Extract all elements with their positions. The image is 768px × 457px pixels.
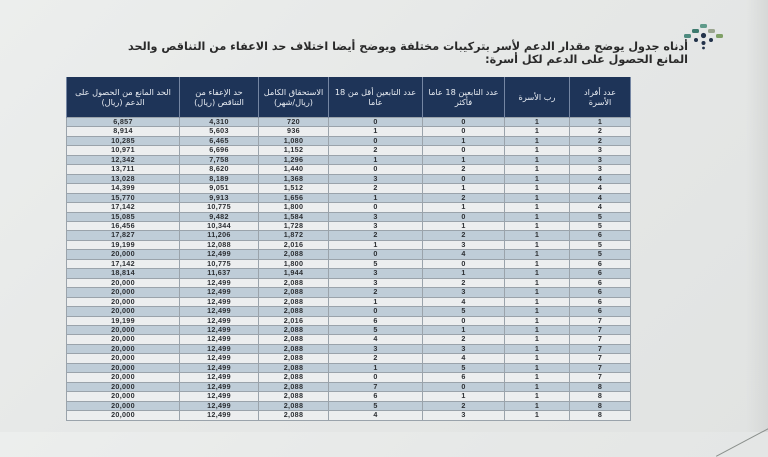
cell-family-members: 6 <box>570 231 631 240</box>
cell-family-members: 5 <box>570 240 631 249</box>
cell-full-entitlement: 2,088 <box>259 278 329 287</box>
cell-family-members: 8 <box>570 411 631 420</box>
cell-head-of-family: 1 <box>505 193 570 202</box>
cell-full-entitlement: 1,080 <box>259 136 329 145</box>
cell-family-members: 2 <box>570 136 631 145</box>
cell-dependents-18-plus: 2 <box>423 165 505 174</box>
cell-head-of-family: 1 <box>505 316 570 325</box>
cell-family-members: 6 <box>570 307 631 316</box>
cell-full-entitlement: 1,152 <box>259 146 329 155</box>
cell-max-income-limit: 20,000 <box>67 401 180 410</box>
cell-max-income-limit: 20,000 <box>67 250 180 259</box>
cell-dependents-under-18: 0 <box>329 203 423 212</box>
cell-dependents-under-18: 3 <box>329 212 423 221</box>
cell-dependents-18-plus: 0 <box>423 259 505 268</box>
table-row <box>67 221 631 230</box>
cell-dependents-under-18: 0 <box>329 250 423 259</box>
cell-family-members: 3 <box>570 165 631 174</box>
cell-full-entitlement: 2,088 <box>259 382 329 391</box>
cell-exemption-limit: 12,499 <box>180 307 259 316</box>
cell-full-entitlement: 1,584 <box>259 212 329 221</box>
table-row <box>67 250 631 259</box>
cell-max-income-limit: 19,199 <box>67 240 180 249</box>
cell-family-members: 3 <box>570 155 631 164</box>
cell-full-entitlement: 1,800 <box>259 259 329 268</box>
cell-dependents-18-plus: 1 <box>423 203 505 212</box>
cell-dependents-under-18: 0 <box>329 136 423 145</box>
cell-head-of-family: 1 <box>505 325 570 334</box>
cell-head-of-family: 1 <box>505 231 570 240</box>
cell-max-income-limit: 14,399 <box>67 184 180 193</box>
cell-dependents-18-plus: 0 <box>423 212 505 221</box>
cell-head-of-family: 1 <box>505 278 570 287</box>
cell-max-income-limit: 19,199 <box>67 316 180 325</box>
cell-exemption-limit: 9,051 <box>180 184 259 193</box>
cell-full-entitlement: 2,088 <box>259 363 329 372</box>
support-amounts-table <box>66 77 631 421</box>
cell-exemption-limit: 12,499 <box>180 354 259 363</box>
cell-full-entitlement: 1,800 <box>259 203 329 212</box>
cell-head-of-family: 1 <box>505 146 570 155</box>
cell-exemption-limit: 12,499 <box>180 401 259 410</box>
cell-dependents-under-18: 4 <box>329 335 423 344</box>
cell-dependents-under-18: 3 <box>329 221 423 230</box>
table-row <box>67 203 631 212</box>
cell-head-of-family: 1 <box>505 184 570 193</box>
cell-full-entitlement: 2,088 <box>259 392 329 401</box>
cell-head-of-family: 1 <box>505 307 570 316</box>
cell-full-entitlement: 1,656 <box>259 193 329 202</box>
cell-family-members: 7 <box>570 344 631 353</box>
cell-dependents-18-plus: 2 <box>423 335 505 344</box>
cell-max-income-limit: 20,000 <box>67 392 180 401</box>
cell-dependents-18-plus: 0 <box>423 146 505 155</box>
cell-max-income-limit: 18,814 <box>67 269 180 278</box>
cell-full-entitlement: 720 <box>259 118 329 127</box>
diamond-dots-logo-icon <box>684 24 723 49</box>
table-row <box>67 297 631 306</box>
cell-full-entitlement: 1,512 <box>259 184 329 193</box>
cell-family-members: 4 <box>570 203 631 212</box>
cell-family-members: 4 <box>570 184 631 193</box>
header-exemption-limit: حد الإعفاء من التناقص (ريال) <box>180 77 259 118</box>
table-row <box>67 382 631 391</box>
cell-max-income-limit: 20,000 <box>67 335 180 344</box>
cell-exemption-limit: 6,465 <box>180 136 259 145</box>
cell-exemption-limit: 12,499 <box>180 316 259 325</box>
table-row <box>67 184 631 193</box>
cell-exemption-limit: 4,310 <box>180 118 259 127</box>
cell-head-of-family: 1 <box>505 203 570 212</box>
cell-head-of-family: 1 <box>505 136 570 145</box>
cell-head-of-family: 1 <box>505 155 570 164</box>
cell-head-of-family: 1 <box>505 165 570 174</box>
cell-full-entitlement: 1,944 <box>259 269 329 278</box>
cell-dependents-under-18: 3 <box>329 344 423 353</box>
table-row <box>67 316 631 325</box>
cell-family-members: 8 <box>570 392 631 401</box>
cell-head-of-family: 1 <box>505 288 570 297</box>
cell-head-of-family: 1 <box>505 335 570 344</box>
cell-family-members: 7 <box>570 316 631 325</box>
cell-max-income-limit: 17,142 <box>67 259 180 268</box>
cell-dependents-under-18: 0 <box>329 118 423 127</box>
cell-exemption-limit: 12,499 <box>180 250 259 259</box>
cell-dependents-under-18: 5 <box>329 401 423 410</box>
cell-dependents-18-plus: 1 <box>423 184 505 193</box>
cell-dependents-18-plus: 0 <box>423 118 505 127</box>
cell-head-of-family: 1 <box>505 411 570 420</box>
cell-max-income-limit: 20,000 <box>67 288 180 297</box>
cell-max-income-limit: 20,000 <box>67 382 180 391</box>
cell-head-of-family: 1 <box>505 344 570 353</box>
page-edge-shade <box>746 0 768 432</box>
table-row <box>67 354 631 363</box>
cell-head-of-family: 1 <box>505 363 570 372</box>
cell-family-members: 1 <box>570 118 631 127</box>
cell-family-members: 6 <box>570 288 631 297</box>
table-row <box>67 165 631 174</box>
cell-family-members: 6 <box>570 259 631 268</box>
table-row <box>67 136 631 145</box>
cell-dependents-under-18: 3 <box>329 269 423 278</box>
header-dependents-under-18: عدد التابعين أقل من 18 عاما <box>329 77 423 118</box>
cell-max-income-limit: 13,711 <box>67 165 180 174</box>
cell-full-entitlement: 936 <box>259 127 329 136</box>
cell-family-members: 5 <box>570 212 631 221</box>
table-row <box>67 155 631 164</box>
cell-family-members: 7 <box>570 373 631 382</box>
cell-dependents-18-plus: 0 <box>423 316 505 325</box>
cell-dependents-under-18: 6 <box>329 392 423 401</box>
cell-dependents-18-plus: 0 <box>423 174 505 183</box>
table-row <box>67 231 631 240</box>
table-header-row <box>67 77 631 118</box>
cell-exemption-limit: 8,189 <box>180 174 259 183</box>
cell-max-income-limit: 20,000 <box>67 307 180 316</box>
title-line-2: المانع الحصول على الدعم لكل أسرة: <box>485 53 688 66</box>
cell-family-members: 7 <box>570 335 631 344</box>
table-row <box>67 335 631 344</box>
cell-max-income-limit: 6,857 <box>67 118 180 127</box>
cell-family-members: 7 <box>570 325 631 334</box>
table-row <box>67 174 631 183</box>
cell-dependents-18-plus: 3 <box>423 240 505 249</box>
table-row <box>67 118 631 127</box>
cell-full-entitlement: 2,088 <box>259 344 329 353</box>
cell-dependents-18-plus: 4 <box>423 297 505 306</box>
cell-max-income-limit: 20,000 <box>67 297 180 306</box>
cell-exemption-limit: 12,499 <box>180 288 259 297</box>
cell-full-entitlement: 2,016 <box>259 240 329 249</box>
title-line-1: أدناه جدول يوضح مقدار الدعم لأسر بتركيبات مختلفة ويوضح أيضا اختلاف حد الاعفاء من التناقص والحد <box>128 40 688 53</box>
cell-max-income-limit: 20,000 <box>67 354 180 363</box>
cell-head-of-family: 1 <box>505 401 570 410</box>
cell-family-members: 6 <box>570 278 631 287</box>
table-row <box>67 344 631 353</box>
cell-head-of-family: 1 <box>505 212 570 221</box>
cell-dependents-18-plus: 4 <box>423 250 505 259</box>
table-row <box>67 373 631 382</box>
cell-family-members: 8 <box>570 382 631 391</box>
cell-max-income-limit: 20,000 <box>67 411 180 420</box>
cell-family-members: 4 <box>570 193 631 202</box>
cell-full-entitlement: 2,088 <box>259 307 329 316</box>
cell-exemption-limit: 7,758 <box>180 155 259 164</box>
table-row <box>67 363 631 372</box>
cell-head-of-family: 1 <box>505 382 570 391</box>
cell-head-of-family: 1 <box>505 392 570 401</box>
cell-dependents-18-plus: 2 <box>423 401 505 410</box>
cell-dependents-under-18: 1 <box>329 127 423 136</box>
cell-exemption-limit: 10,344 <box>180 221 259 230</box>
cell-exemption-limit: 12,499 <box>180 373 259 382</box>
cell-full-entitlement: 2,088 <box>259 354 329 363</box>
table-row <box>67 259 631 268</box>
cell-full-entitlement: 2,088 <box>259 288 329 297</box>
cell-family-members: 7 <box>570 354 631 363</box>
cell-full-entitlement: 1,368 <box>259 174 329 183</box>
cell-head-of-family: 1 <box>505 118 570 127</box>
cell-exemption-limit: 9,913 <box>180 193 259 202</box>
cell-head-of-family: 1 <box>505 240 570 249</box>
cell-exemption-limit: 6,696 <box>180 146 259 155</box>
cell-head-of-family: 1 <box>505 269 570 278</box>
cell-max-income-limit: 17,142 <box>67 203 180 212</box>
cell-max-income-limit: 15,085 <box>67 212 180 221</box>
cell-max-income-limit: 12,342 <box>67 155 180 164</box>
cell-exemption-limit: 12,499 <box>180 325 259 334</box>
table-row <box>67 411 631 420</box>
cell-exemption-limit: 12,088 <box>180 240 259 249</box>
cell-exemption-limit: 12,499 <box>180 382 259 391</box>
cell-dependents-under-18: 0 <box>329 373 423 382</box>
cell-head-of-family: 1 <box>505 297 570 306</box>
cell-head-of-family: 1 <box>505 259 570 268</box>
cell-max-income-limit: 20,000 <box>67 344 180 353</box>
table-row <box>67 269 631 278</box>
cell-family-members: 5 <box>570 250 631 259</box>
table-row <box>67 212 631 221</box>
cell-dependents-18-plus: 1 <box>423 155 505 164</box>
table-row <box>67 392 631 401</box>
cell-dependents-under-18: 0 <box>329 307 423 316</box>
cell-head-of-family: 1 <box>505 373 570 382</box>
cell-dependents-18-plus: 5 <box>423 307 505 316</box>
cell-dependents-18-plus: 0 <box>423 127 505 136</box>
cell-max-income-limit: 8,914 <box>67 127 180 136</box>
cell-family-members: 7 <box>570 363 631 372</box>
cell-exemption-limit: 12,499 <box>180 392 259 401</box>
cell-dependents-under-18: 1 <box>329 155 423 164</box>
cell-max-income-limit: 20,000 <box>67 278 180 287</box>
cell-dependents-18-plus: 3 <box>423 344 505 353</box>
header-head-of-family: رب الأسرة <box>505 77 570 118</box>
cell-family-members: 6 <box>570 297 631 306</box>
cell-dependents-under-18: 0 <box>329 165 423 174</box>
cell-dependents-18-plus: 4 <box>423 354 505 363</box>
cell-full-entitlement: 2,088 <box>259 297 329 306</box>
cell-dependents-18-plus: 1 <box>423 136 505 145</box>
cell-dependents-18-plus: 3 <box>423 411 505 420</box>
cell-dependents-under-18: 1 <box>329 193 423 202</box>
cell-max-income-limit: 10,971 <box>67 146 180 155</box>
cell-dependents-under-18: 5 <box>329 259 423 268</box>
cell-head-of-family: 1 <box>505 127 570 136</box>
cell-dependents-18-plus: 2 <box>423 231 505 240</box>
cell-family-members: 4 <box>570 174 631 183</box>
cell-head-of-family: 1 <box>505 250 570 259</box>
header-family-members: عدد أفراد الأسرة <box>570 77 631 118</box>
cell-max-income-limit: 10,285 <box>67 136 180 145</box>
cell-dependents-under-18: 2 <box>329 184 423 193</box>
table-row <box>67 288 631 297</box>
cell-full-entitlement: 1,296 <box>259 155 329 164</box>
cell-dependents-18-plus: 5 <box>423 363 505 372</box>
cell-dependents-under-18: 4 <box>329 411 423 420</box>
header-max-income-limit: الحد المانع من الحصول على الدعم (ريال) <box>67 77 180 118</box>
cell-exemption-limit: 9,482 <box>180 212 259 221</box>
table-row <box>67 307 631 316</box>
cell-family-members: 3 <box>570 146 631 155</box>
cell-dependents-18-plus: 1 <box>423 392 505 401</box>
cell-dependents-under-18: 7 <box>329 382 423 391</box>
cell-dependents-18-plus: 3 <box>423 288 505 297</box>
cell-dependents-under-18: 2 <box>329 354 423 363</box>
cell-exemption-limit: 12,499 <box>180 411 259 420</box>
cell-family-members: 5 <box>570 221 631 230</box>
cell-dependents-18-plus: 6 <box>423 373 505 382</box>
cell-exemption-limit: 12,499 <box>180 363 259 372</box>
cell-max-income-limit: 20,000 <box>67 325 180 334</box>
cell-max-income-limit: 15,770 <box>67 193 180 202</box>
table-row <box>67 325 631 334</box>
cell-dependents-under-18: 1 <box>329 297 423 306</box>
cell-exemption-limit: 5,603 <box>180 127 259 136</box>
cell-dependents-18-plus: 1 <box>423 269 505 278</box>
table-row <box>67 127 631 136</box>
header-full-entitlement: الاستحقاق الكامل (ريال/شهر) <box>259 77 329 118</box>
cell-exemption-limit: 8,620 <box>180 165 259 174</box>
cell-full-entitlement: 1,440 <box>259 165 329 174</box>
cell-dependents-under-18: 3 <box>329 174 423 183</box>
cell-full-entitlement: 2,088 <box>259 401 329 410</box>
cell-dependents-18-plus: 0 <box>423 382 505 391</box>
cell-full-entitlement: 2,088 <box>259 250 329 259</box>
cell-dependents-under-18: 6 <box>329 316 423 325</box>
cell-head-of-family: 1 <box>505 354 570 363</box>
cell-exemption-limit: 12,499 <box>180 335 259 344</box>
cell-family-members: 2 <box>570 127 631 136</box>
cell-full-entitlement: 1,728 <box>259 221 329 230</box>
header-dependents-18-plus: عدد التابعين 18 عاما فأكثر <box>423 77 505 118</box>
cell-dependents-18-plus: 1 <box>423 325 505 334</box>
cell-max-income-limit: 20,000 <box>67 373 180 382</box>
table-row <box>67 146 631 155</box>
cell-full-entitlement: 2,088 <box>259 325 329 334</box>
table-row <box>67 193 631 202</box>
cell-full-entitlement: 2,088 <box>259 411 329 420</box>
cell-exemption-limit: 11,637 <box>180 269 259 278</box>
table-row <box>67 278 631 287</box>
cell-dependents-under-18: 2 <box>329 288 423 297</box>
table-row <box>67 401 631 410</box>
cell-dependents-under-18: 2 <box>329 231 423 240</box>
table-body <box>67 118 631 421</box>
cell-exemption-limit: 10,775 <box>180 203 259 212</box>
cell-exemption-limit: 12,499 <box>180 297 259 306</box>
cell-dependents-under-18: 3 <box>329 278 423 287</box>
cell-max-income-limit: 13,028 <box>67 174 180 183</box>
cell-full-entitlement: 2,016 <box>259 316 329 325</box>
cell-exemption-limit: 12,499 <box>180 278 259 287</box>
cell-dependents-18-plus: 1 <box>423 221 505 230</box>
cell-exemption-limit: 12,499 <box>180 344 259 353</box>
page-title <box>96 40 688 66</box>
table-row <box>67 240 631 249</box>
cell-family-members: 6 <box>570 269 631 278</box>
cell-dependents-under-18: 5 <box>329 325 423 334</box>
cell-max-income-limit: 17,827 <box>67 231 180 240</box>
cell-dependents-under-18: 1 <box>329 240 423 249</box>
cell-exemption-limit: 11,206 <box>180 231 259 240</box>
cell-full-entitlement: 1,872 <box>259 231 329 240</box>
cell-full-entitlement: 2,088 <box>259 335 329 344</box>
cell-dependents-under-18: 1 <box>329 363 423 372</box>
cell-dependents-18-plus: 2 <box>423 278 505 287</box>
cell-head-of-family: 1 <box>505 174 570 183</box>
cell-family-members: 8 <box>570 401 631 410</box>
cell-max-income-limit: 20,000 <box>67 363 180 372</box>
cell-exemption-limit: 10,775 <box>180 259 259 268</box>
cell-full-entitlement: 2,088 <box>259 373 329 382</box>
cell-dependents-18-plus: 2 <box>423 193 505 202</box>
cell-dependents-under-18: 2 <box>329 146 423 155</box>
cell-max-income-limit: 16,456 <box>67 221 180 230</box>
cell-head-of-family: 1 <box>505 221 570 230</box>
